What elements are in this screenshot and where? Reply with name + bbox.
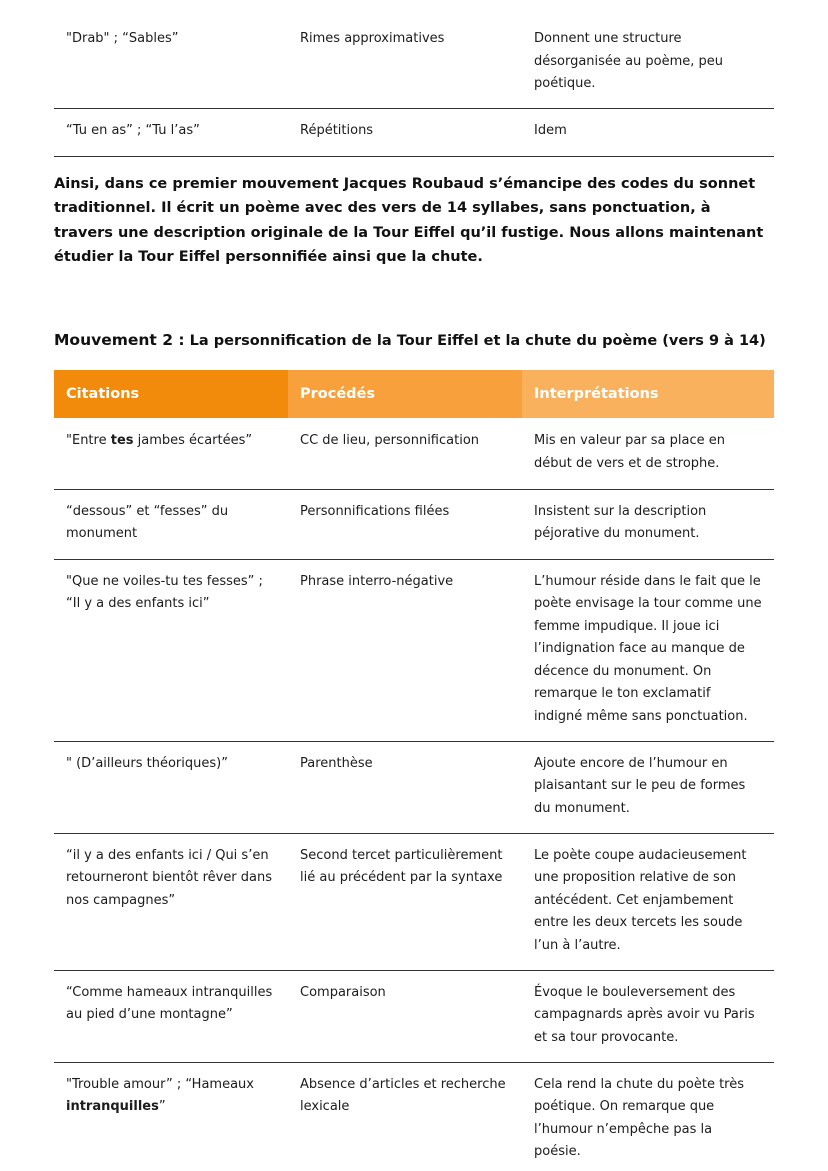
citation-cell: "Entre tes jambes écartées” bbox=[54, 418, 288, 489]
interpretation-cell: L’humour réside dans le fait que le poète envisage la tour comme une femme impudique. Il joue ici l’indignation face au manque de décence du monument. On remarque le ton exclamatif indigné même sans ponctuation. bbox=[522, 559, 774, 741]
citation-cell: “Comme hameaux intranquilles au pied d’une montagne” bbox=[54, 970, 288, 1062]
citation-cell: " (D’ailleurs théoriques)” bbox=[54, 741, 288, 833]
interpretation-cell: Idem bbox=[522, 108, 774, 156]
citation-cell: “dessous” et “fesses” du monument bbox=[54, 489, 288, 559]
procede-cell: Second tercet particulièrement lié au précédent par la syntaxe bbox=[288, 833, 522, 970]
procede-cell: Rimes approximatives bbox=[288, 20, 522, 108]
table-row bbox=[54, 559, 774, 741]
section-title-text: La personnification de la Tour Eiffel et la chute du poème (vers 9 à 14) bbox=[184, 333, 766, 349]
section-title-prefix: Mouvement 2 : bbox=[54, 331, 185, 349]
procede-cell: Absence d’articles et recherche lexicale bbox=[300, 1076, 506, 1114]
table-movement-2 bbox=[54, 370, 774, 1164]
table-row bbox=[54, 970, 774, 1062]
header-interpretations: Interprétations bbox=[522, 370, 774, 418]
procede-cell: Répétitions bbox=[288, 108, 522, 156]
interpretation-cell: Insistent sur la description péjorative du monument. bbox=[522, 489, 774, 559]
table-row bbox=[54, 489, 774, 559]
conclusion-paragraph: Ainsi, dans ce premier mouvement Jacques Roubaud s’émancipe des codes du sonnet traditionnel. Il écrit un poème avec des vers de 14 syllabes, sans ponctuation, à travers une description originale de la Tour Eiffel qu’il fustige. Nous allons maintenant étudier la Tour Eiffel personnifiée ainsi que la chute. bbox=[54, 176, 764, 265]
citation-cell: “il y a des enfants ici / Qui s’en retourneront bientôt rêver dans nos campagnes” bbox=[54, 833, 288, 970]
table-row bbox=[54, 833, 774, 970]
interpretation-cell: Donnent une structure désorganisée au poème, peu poétique. bbox=[522, 20, 774, 108]
citation-cell: "Drab" ; “Sables” bbox=[54, 20, 288, 108]
table-row bbox=[54, 108, 774, 156]
table-header-row bbox=[54, 370, 774, 418]
interpretation-cell: Cela rend la chute du poète très poétique. On remarque que l’humour n’empêche pas la poésie. bbox=[534, 1076, 745, 1159]
citation-cell: "Trouble amour” ; “Hameaux intranquilles” bbox=[66, 1076, 254, 1114]
procede-cell: Comparaison bbox=[288, 970, 522, 1062]
citation-cell: "Que ne voiles-tu tes fesses” ; “Il y a des enfants ici” bbox=[54, 559, 288, 741]
procede-cell: Personnifications filées bbox=[288, 489, 522, 559]
section-title bbox=[54, 328, 766, 353]
table-row bbox=[54, 418, 774, 489]
interpretation-cell: Mis en valeur par sa place en début de vers et de strophe. bbox=[522, 418, 774, 489]
table-row bbox=[54, 1062, 774, 1164]
table-row bbox=[54, 20, 774, 108]
header-procedes: Procédés bbox=[288, 370, 522, 418]
procede-cell: Parenthèse bbox=[288, 741, 522, 833]
table-row bbox=[54, 741, 774, 833]
table-movement-1-end bbox=[54, 20, 774, 157]
citation-cell: “Tu en as” ; “Tu l’as” bbox=[54, 108, 288, 156]
interpretation-cell: Ajoute encore de l’humour en plaisantant sur le peu de formes du monument. bbox=[522, 741, 774, 833]
interpretation-cell: Évoque le bouleversement des campagnards après avoir vu Paris et sa tour provocante. bbox=[522, 970, 774, 1062]
procede-cell: Phrase interro-négative bbox=[288, 559, 522, 741]
interpretation-cell: Le poète coupe audacieusement une proposition relative de son antécédent. Cet enjambement entre les deux tercets les soude l’un à l’autre. bbox=[522, 833, 774, 970]
header-citations: Citations bbox=[54, 370, 288, 418]
procede-cell: CC de lieu, personnification bbox=[288, 418, 522, 489]
